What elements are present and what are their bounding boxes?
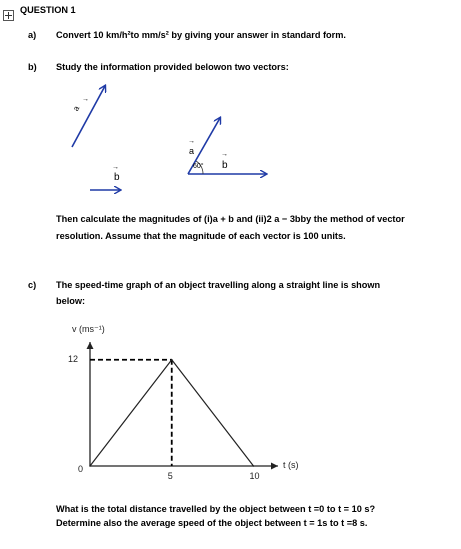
angle-label: 60° — [193, 163, 204, 170]
graph-ylabel: v (ms⁻¹) — [72, 324, 105, 334]
x-tick-label-10: 10 — [249, 471, 260, 481]
combined-vector-a-label: a — [189, 146, 195, 156]
graph-xlabel: t (s) — [283, 460, 299, 470]
combined-vector-b-overarrow: → — [221, 151, 228, 158]
x-tick-label-0: 0 — [78, 464, 84, 474]
part-a-label: a) — [28, 30, 37, 40]
y-axis-arrowhead — [87, 342, 94, 349]
part-b-text: Study the information provided belowon two vectors: — [56, 62, 289, 72]
data-point-0-1 — [171, 359, 173, 361]
x-tick-label-5: 5 — [167, 471, 173, 481]
vector-a-label: a — [71, 104, 82, 113]
part-b-label: b) — [28, 62, 37, 72]
vector-b-overarrow: → — [112, 164, 119, 171]
part-c-question1: What is the total distance travelled by the object between t =0 to t = 10 s? — [56, 504, 376, 514]
combined-vector-a-overarrow: → — [188, 138, 195, 145]
vector-a-overarrow: → — [82, 96, 89, 103]
question-heading: QUESTION 1 — [20, 5, 76, 15]
part-b-calc-line1: Then calculate the magnitudes of (i)a + b and (ii)2 a − 3bby the method of vector — [56, 214, 405, 224]
data-point-0-0 — [89, 465, 91, 467]
combined-vector-b-label: b — [222, 160, 228, 171]
part-c-label: c) — [28, 280, 37, 290]
part-b-calc-line2: resolution. Assume that the magnitude of each vector is 100 units. — [56, 231, 346, 241]
part-a-text: Convert 10 km/h²to mm/s² by giving your answer in standard form. — [56, 30, 346, 40]
part-c-line2: below: — [56, 296, 86, 306]
x-axis-arrowhead — [271, 463, 278, 470]
y-tick-label-12: 12 — [68, 353, 79, 364]
part-c-question2: Determine also the average speed of the object between t = 1s to t =8 s. — [56, 518, 368, 528]
part-c-line1: The speed-time graph of an object travelling along a straight line is shown — [56, 280, 381, 290]
data-point-0-2 — [253, 465, 255, 467]
vector-b-label: b — [114, 172, 120, 183]
